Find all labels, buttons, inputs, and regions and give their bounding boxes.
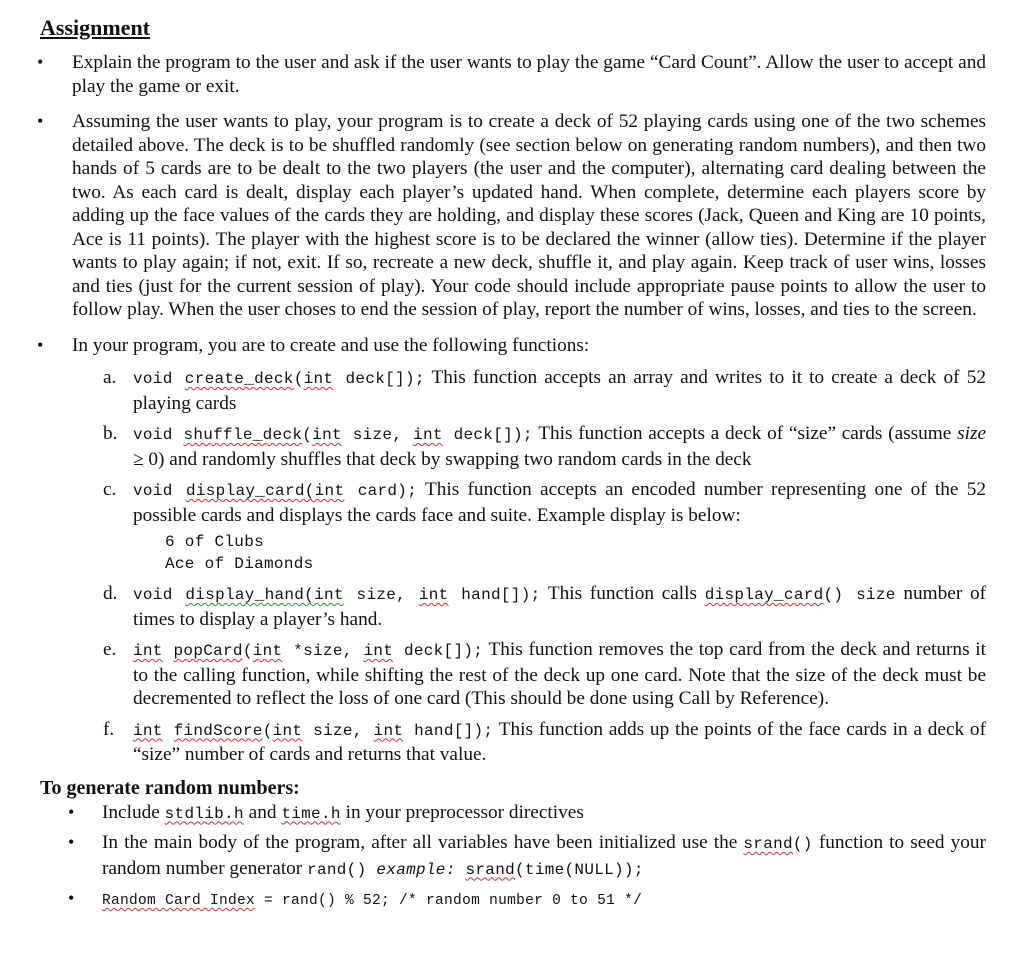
item-label: f.	[103, 718, 115, 740]
bullet-dot: •	[68, 832, 75, 852]
bullet-dot: •	[68, 888, 75, 908]
function-signature: void display_hand(int size, int hand[]);	[133, 586, 541, 604]
page-title: Assignment	[40, 15, 151, 40]
function-description: This function accepts an encoded number representing one of the 52 possible cards and displays the cards face and suite. Example display is below:	[133, 479, 987, 526]
random-bullet-srand: • In the main body of the program, after all variables have been initialized use the srand() function to seed your random number generator rand() example: srand(time(NULL));	[68, 832, 986, 879]
function-item-create-deck	[40, 366, 986, 415]
random-bullet-index: • Random Card Index = rand() % 52; /* random number 0 to 51 */	[68, 888, 643, 909]
bullet-dot: •	[37, 111, 44, 131]
bullet-explain	[37, 51, 986, 98]
function-description: This function calls display_card() size number of times to display a player’s hand.	[133, 583, 986, 630]
random-bullets	[40, 801, 986, 914]
function-item-findscore	[40, 718, 986, 767]
function-signature: void create_deck(int deck[]);	[133, 370, 425, 388]
item-label: e.	[103, 639, 117, 660]
function-signature: int findScore(int size, int hand[]);	[133, 721, 494, 740]
bullet-dot: •	[37, 334, 44, 355]
function-list	[40, 366, 986, 767]
function-item-display-hand	[40, 582, 986, 631]
random-section-heading: To generate random numbers:	[40, 776, 300, 799]
document-page	[37, 14, 987, 914]
function-description: This function removes the top card from the deck and returns it to the calling function, while shifting the rest of the deck up one card. Note that the size of the deck must be decremented to reflect the loss of one card (This should be done using Call by Reference).	[133, 639, 986, 709]
item-label: a.	[103, 367, 117, 388]
function-item-shuffle-deck	[40, 422, 986, 471]
bullet-text: In your program, you are to create and use the following functions:	[72, 334, 590, 356]
bullet-text: Explain the program to the user and ask if the user wants to play the game “Card Count”. Allow the user to accept and play the game or exit.	[72, 52, 986, 97]
example-output	[40, 531, 986, 575]
item-label: c.	[103, 479, 117, 500]
example-line: Ace of Diamonds	[165, 555, 314, 573]
random-bullet-include: • Include stdlib.h and time.h in your preprocessor directives	[68, 801, 584, 823]
bullet-dot: •	[68, 801, 75, 822]
item-label: d.	[103, 583, 118, 604]
assignment-bullets	[37, 51, 986, 357]
item-label: b.	[103, 423, 118, 444]
function-description: This function accepts an array and writes to it to create a deck of 52 playing cards	[133, 367, 986, 414]
function-signature: void shuffle_deck(int size, int deck[]);	[133, 426, 533, 444]
bullet-functions	[37, 334, 986, 358]
function-item-popcard	[40, 638, 986, 711]
function-signature: void display_card(int card);	[133, 482, 418, 500]
function-item-display-card	[40, 478, 986, 527]
bullet-text: Assuming the user wants to play, your program is to create a deck of 52 playing cards using one of the two schemes detailed above. The deck is to be shuffled randomly (see section below on generating random numbers), and then two hands of 5 cards are to be dealt to the two players (the user and the computer), alternating card dealing between the two. As each card is dealt, display each player’s updated hand. When complete, determine each players score by adding up the face values of the cards they are holding, and display these scores (Jack, Queen and King are 10 points, Ace is 11 points). The player with the highest score is to be declared the winner (allow ties). Determine if the player wants to play again; if not, exit. If so, recreate a new deck, shuffle it, and play again. Keep track of user wins, losses and ties (just for the current session of play). Your code should include appropriate pause points to allow the user to follow play. When the user choses to end the session of play, report the number of wins, losses, and ties to the screen.	[72, 111, 986, 320]
bullet-play	[37, 110, 986, 322]
bullet-dot: •	[37, 52, 44, 72]
example-line: 6 of Clubs	[165, 533, 265, 551]
function-description: This function accepts a deck of “size” cards (assume size ≥ 0) and randomly shuffles that deck by swapping two random cards in the deck	[133, 423, 987, 470]
function-signature: int popCard(int *size, int deck[]);	[133, 642, 484, 660]
function-description: This function adds up the points of the face cards in a deck of “size” number of cards and returns that value.	[133, 718, 986, 765]
